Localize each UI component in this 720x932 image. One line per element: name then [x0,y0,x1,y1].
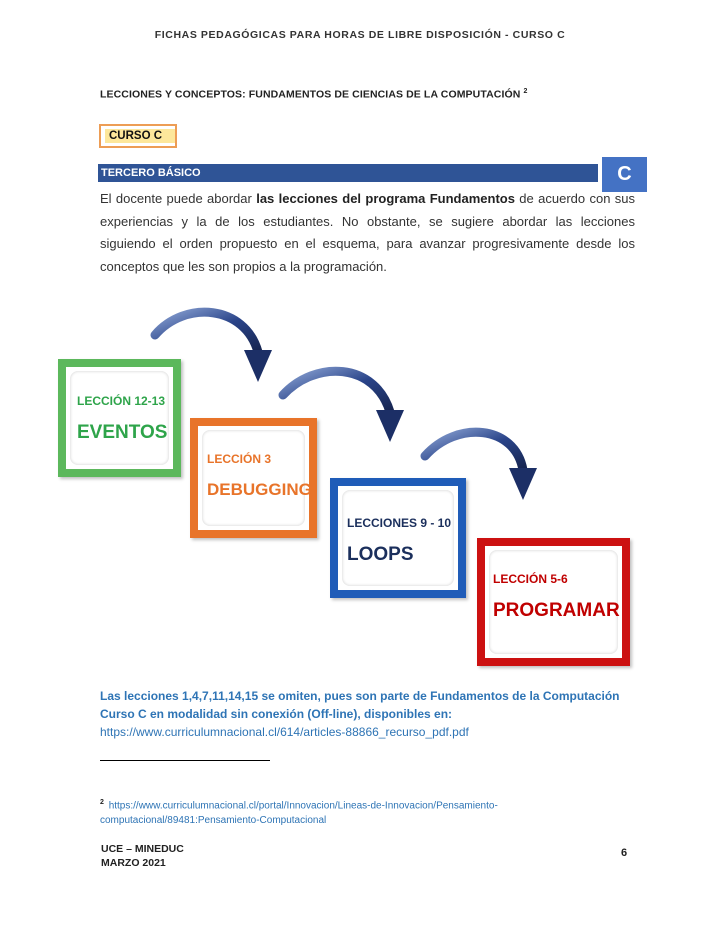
footnote-marker: 2 [100,799,104,806]
lesson-number: LECCIÓN 5-6 [493,572,568,586]
grade-level-bar: TERCERO BÁSICO [98,164,598,182]
course-letter-box: C [602,157,647,192]
footnote-link[interactable]: https://www.curriculumnacional.cl/portal/Innovacion/Lineas-de-Innovacion/Pensamiento-computacional/89481:Pensamiento-Computacional [100,800,498,827]
omitted-lessons-note [100,687,640,741]
lesson-card-inner [202,430,305,526]
lesson-concept: LOOPS [347,544,414,565]
lesson-number: LECCIONES 9 - 10 [347,516,452,530]
intro-bold-text: las lecciones del programa Fundamentos [256,191,515,206]
lesson-concept: PROGRAMAR [493,600,620,621]
lesson-number: LECCIÓN 3 [207,452,272,466]
footnote-divider [100,760,270,761]
lesson-card-eventos [58,359,181,477]
intro-text-end: de acuerdo con sus experiencias y la de los estudiantes. No obstante, se sugiere abordar las lecciones siguiendo el orden propuesto en el esquema, para avanzar progresivamente desde los conceptos que les son propios a la programación. [100,191,636,274]
lesson-card-programar [477,538,630,666]
footer-date: MARZO 2021 [101,857,166,869]
omitted-lessons-text: Las lecciones 1,4,7,11,14,15 se omiten, pues son parte de Fundamentos de la Computación Curso C en modalidad sin conexión (Off-line), disponibles en: [100,689,620,721]
lesson-card-inner [70,371,169,465]
lesson-concept: DEBUGGING [207,480,312,499]
lesson-card-debugging [190,418,317,538]
section-title-text: LECCIONES Y CONCEPTOS: FUNDAMENTOS DE CIENCIAS DE LA COMPUTACIÓN [100,88,521,101]
lesson-number: LECCIÓN 12-13 [77,394,166,408]
footnote-reference[interactable]: 2 [523,88,528,95]
intro-text-start: El docente puede abordar [100,191,257,206]
lesson-card-inner [342,490,454,586]
footer-organization [101,842,184,870]
page-number: 6 [621,847,628,859]
lesson-concept: EVENTOS [77,422,168,443]
footer-org-name: UCE – MINEDUC [101,843,184,855]
resource-link[interactable]: https://www.curriculumnacional.cl/614/articles-88866_recurso_pdf.pdf [100,725,469,739]
course-badge-label: CURSO C [105,129,175,143]
running-header: FICHAS PEDAGÓGICAS PARA HORAS DE LIBRE DISPOSICIÓN - CURSO C [154,29,566,41]
lesson-card-loops [330,478,466,598]
footnote [100,795,620,828]
